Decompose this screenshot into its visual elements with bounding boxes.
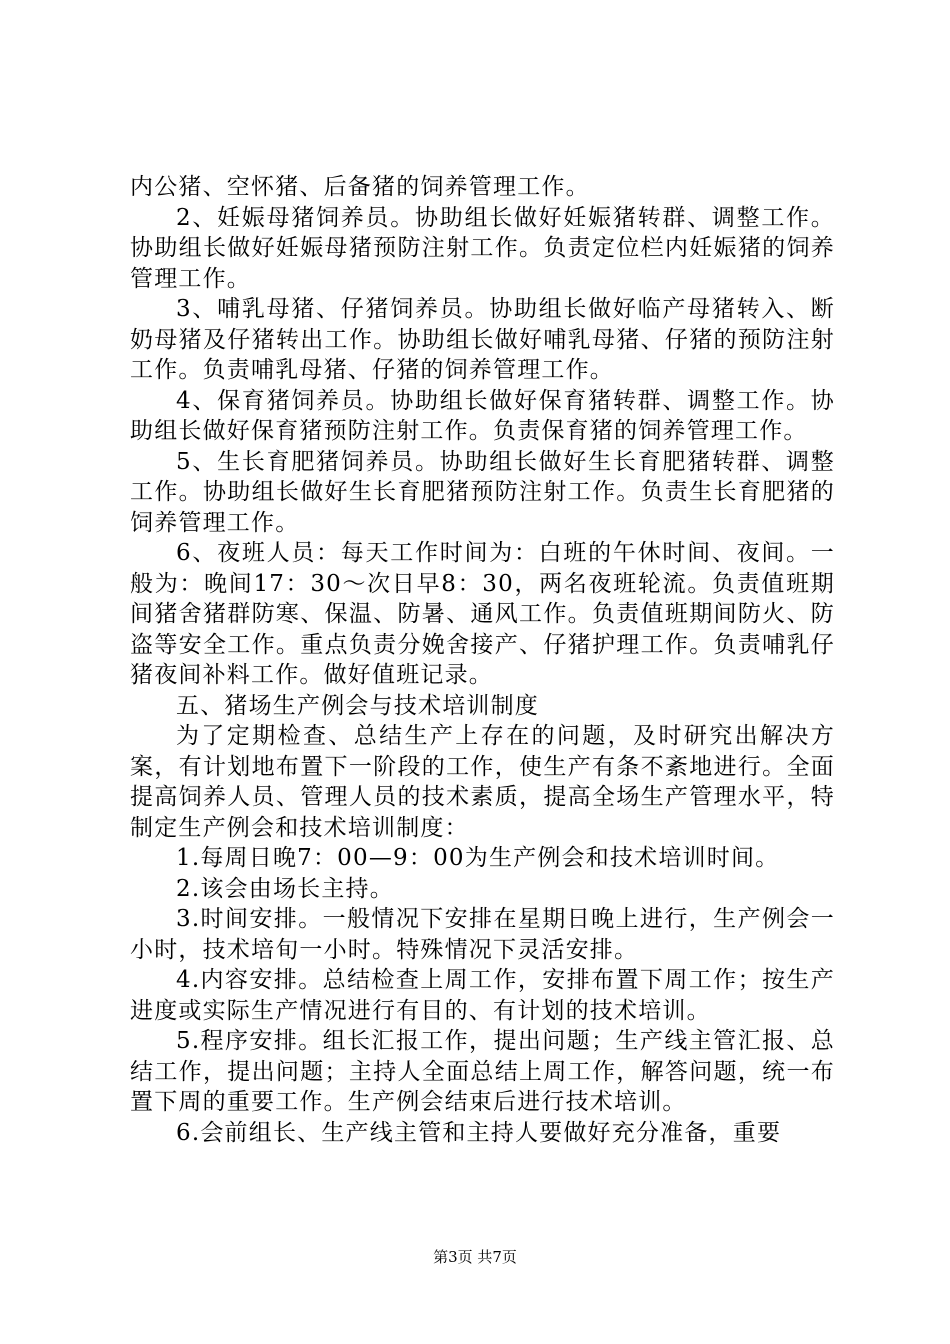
paragraph-procedure-arrangement: 5.程序安排。组长汇报工作，提出问题；生产线主管汇报、总结工作，提出问题；主持人全面总结上周工作，解答问题，统一布置下周的重要工作。生产例会结束后进行技术培训。 [130, 1028, 835, 1115]
paragraph-preparation: 6.会前组长、生产线主管和主持人要做好充分准备，重要 [176, 1119, 782, 1146]
paragraph-continuation: 内公猪、空怀猪、后备猪的饲养管理工作。 [130, 174, 590, 200]
paragraph-meeting-time: 1.每周日晚7：00—9：00为生产例会和技术培训时间。 [176, 845, 780, 871]
paragraph-finishing-pig-keeper: 5、生长育肥猪饲养员。协助组长做好生长育肥猪转群、调整工作。协助组长做好生长育肥猪预防注射工作。负责生长育肥猪的饲养管理工作。 [130, 448, 835, 536]
document-body [130, 172, 835, 1148]
paragraph-nursery-pig-keeper: 4、保育猪饲养员。协助组长做好保育猪转群、调整工作。协助组长做好保育猪预防注射工作。负责保育猪的饲养管理工作。 [130, 387, 835, 444]
paragraph-meeting-purpose: 为了定期检查、总结生产上存在的问题，及时研究出解决方案，有计划地布置下一阶段的工作，使生产有条不紊地进行。全面提高饲养人员、管理人员的技术素质，提高全场生产管理水平，特制定生产例会和技术培训制度： [130, 723, 835, 841]
paragraph-lactating-sow-keeper: 3、哺乳母猪、仔猪饲养员。协助组长做好临产母猪转入、断奶母猪及仔猪转出工作。协助组长做好哺乳母猪、仔猪的预防注射工作。负责哺乳母猪、仔猪的饲养管理工作。 [130, 296, 835, 383]
paragraph-meeting-host: 2.该会由场长主持。 [176, 875, 394, 902]
page-number-footer: 第3页 共7页 [433, 1248, 517, 1266]
section-heading-meeting-training: 五、猪场生产例会与技术培训制度 [176, 692, 539, 719]
paragraph-time-arrangement: 3.时间安排。一般情况下安排在星期日晚上进行，生产例会一小时，技术培旬一小时。特殊情况下灵活安排。 [130, 906, 835, 963]
paragraph-content-arrangement: 4.内容安排。总结检查上周工作，安排布置下周工作；按生产进度或实际生产情况进行有目的、有计划的技术培训。 [130, 967, 835, 1024]
paragraph-pregnant-sow-keeper: 2、妊娠母猪饲养员。协助组长做好妊娠猪转群、调整工作。协助组长做好妊娠母猪预防注射工作。负责定位栏内妊娠猪的饲养管理工作。 [130, 204, 835, 292]
paragraph-night-shift: 6、夜班人员：每天工作时间为：白班的午休时间、夜间。一般为：晚间17：30～次日早8：30，两名夜班轮流。负责值班期间猪舍猪群防寒、保温、防暑、通风工作。负责值班期间防火、防盗等安全工作。重点负责分娩舍接产、仔猪护理工作。负责哺乳仔猪夜间补料工作。做好值班记录。 [130, 540, 835, 688]
